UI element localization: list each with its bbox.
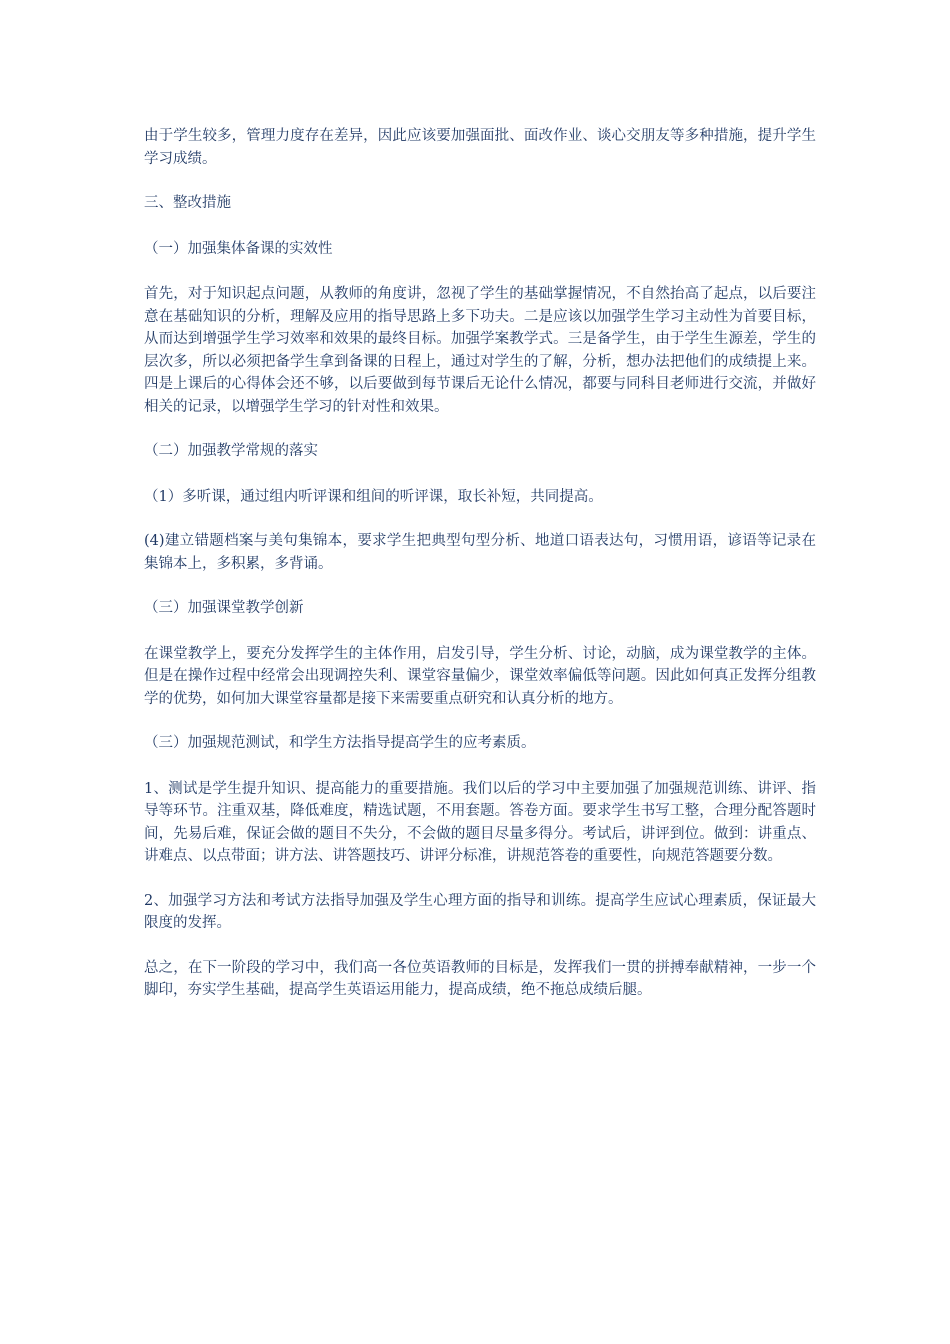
section-heading-rectification: 三、整改措施: [144, 195, 231, 211]
paragraph-conclusion: 总之，在下一阶段的学习中，我们高一各位英语教师的目标是，发挥我们一贯的拼搏奉献精神，一步一个脚印，夯实学生基础，提高学生英语运用能力，提高成绩，绝不拖总成绩后腿。: [144, 959, 816, 998]
paragraph-error-archive: (4)建立错题档案与美句集锦本，要求学生把典型句型分析、地道口语表达句，习惯用语，谚语等记录在集锦本上，多积累，多背诵。: [144, 533, 816, 572]
paragraph-intro: 由于学生较多，管理力度存在差异，因此应该要加强面批、面改作业、谈心交朋友等多种措施，提升学生学习成绩。: [144, 128, 816, 167]
subheading-teaching-routine: （二）加强教学常规的落实: [144, 443, 318, 459]
subheading-classroom-innovation: （三）加强课堂教学创新: [144, 600, 304, 616]
subheading-testing-standards: （三）加强规范测试，和学生方法指导提高学生的应考素质。: [144, 735, 536, 751]
subheading-collective-lesson-prep: （一）加强集体备课的实效性: [144, 240, 333, 257]
paragraph-testing: 1、测试是学生提升知识、提高能力的重要措施。我们以后的学习中主要加强了加强规范训练、讲评、指导等环节。注重双基，降低难度，精选试题，不用套题。答卷方面。要求学生书写工整，合理分配答题时间，先易后难，保证会做的题目不失分，不会做的题目尽量多得分。考试后，讲评到位。做到：讲重点、讲难点、以点带面；讲方法、讲答题技巧、讲评分标准，讲规范答卷的重要性，向规范答题要分数。: [144, 780, 816, 864]
document-body: [144, 125, 816, 1024]
paragraph-listen-lessons: （1）多听课，通过组内听评课和组间的听评课，取长补短，共同提高。: [144, 488, 603, 505]
paragraph-classroom: 在课堂教学上，要充分发挥学生的主体作用，启发引导，学生分析、讨论，动脑，成为课堂教学的主体。但是在操作过程中经常会出现调控失利、课堂容量偏少，课堂效率偏低等问题。因此如何真正发挥分组教学的优势，如何加大课堂容量都是接下来需要重点研究和认真分析的地方。: [144, 645, 816, 707]
paragraph-study-methods: 2、加强学习方法和考试方法指导加强及学生心理方面的指导和训练。提高学生应试心理素质，保证最大限度的发挥。: [144, 892, 816, 931]
paragraph-lesson-prep: 首先，对于知识起点问题，从教师的角度讲，忽视了学生的基础掌握情况，不自然抬高了起点，以后要注意在基础知识的分析，理解及应用的指导思路上多下功夫。二是应该以加强学生学习主动性为首要目标，从而达到增强学生学习效率和效果的最终目标。加强学案教学式。三是备学生，由于学生生源差，学生的层次多，所以必须把备学生拿到备课的日程上，通过对学生的了解，分析，想办法把他们的成绩提上来。四是上课后的心得体会还不够，以后要做到每节课后无论什么情况，都要与同科目老师进行交流，并做好相关的记录，以增强学生学习的针对性和效果。: [144, 286, 816, 415]
